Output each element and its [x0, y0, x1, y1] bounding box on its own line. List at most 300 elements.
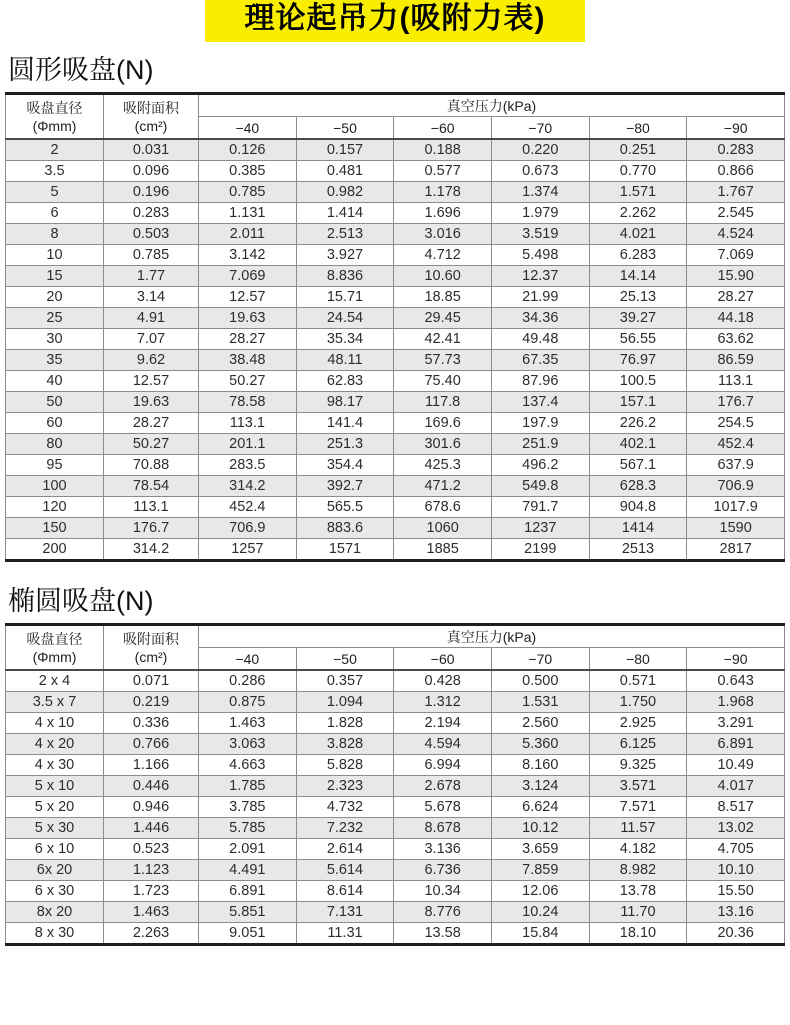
force-value-cell: 2.262 [589, 203, 687, 224]
force-value-cell: 5.614 [296, 860, 394, 881]
force-value-cell: 10.24 [491, 902, 589, 923]
force-value-cell: 0.385 [199, 161, 297, 182]
force-value-cell: 44.18 [687, 308, 785, 329]
force-value-cell: 254.5 [687, 413, 785, 434]
force-value-cell: 2.091 [199, 839, 297, 860]
col-header-pressure: −90 [687, 117, 785, 140]
force-value-cell: 35.34 [296, 329, 394, 350]
force-value-cell: 3.063 [199, 734, 297, 755]
force-value-cell: 0.251 [589, 139, 687, 161]
force-value-cell: 0.770 [589, 161, 687, 182]
force-value-cell: 0.643 [687, 670, 785, 692]
area-cell: 176.7 [104, 518, 199, 539]
force-value-cell: 637.9 [687, 455, 785, 476]
force-value-cell: 11.70 [589, 902, 687, 923]
force-value-cell: 0.577 [394, 161, 492, 182]
force-value-cell: 354.4 [296, 455, 394, 476]
col-header-pressure: −60 [394, 117, 492, 140]
area-cell: 0.096 [104, 161, 199, 182]
force-value-cell: 0.866 [687, 161, 785, 182]
force-value-cell: 18.10 [589, 923, 687, 945]
force-value-cell: 791.7 [491, 497, 589, 518]
force-value-cell: 8.836 [296, 266, 394, 287]
force-value-cell: 15.84 [491, 923, 589, 945]
diameter-cell: 6 x 10 [6, 839, 104, 860]
force-value-cell: 1414 [589, 518, 687, 539]
diameter-cell: 30 [6, 329, 104, 350]
area-cell: 0.196 [104, 182, 199, 203]
force-value-cell: 197.9 [491, 413, 589, 434]
force-value-cell: 117.8 [394, 392, 492, 413]
force-value-cell: 0.286 [199, 670, 297, 692]
force-value-cell: 3.659 [491, 839, 589, 860]
force-value-cell: 137.4 [491, 392, 589, 413]
force-value-cell: 15.90 [687, 266, 785, 287]
table-row [6, 413, 785, 434]
force-value-cell: 98.17 [296, 392, 394, 413]
area-cell: 1.123 [104, 860, 199, 881]
force-value-cell: 1060 [394, 518, 492, 539]
area-cell: 3.14 [104, 287, 199, 308]
force-value-cell: 4.182 [589, 839, 687, 860]
table-row [6, 308, 785, 329]
force-value-cell: 18.85 [394, 287, 492, 308]
area-cell: 19.63 [104, 392, 199, 413]
area-cell: 0.071 [104, 670, 199, 692]
table-row [6, 755, 785, 776]
table-row [6, 713, 785, 734]
force-value-cell: 12.57 [199, 287, 297, 308]
force-value-cell: 9.051 [199, 923, 297, 945]
section-heading-oval: 椭圆吸盘(N) [8, 586, 154, 616]
force-value-cell: 10.34 [394, 881, 492, 902]
force-value-cell: 8.678 [394, 818, 492, 839]
force-value-cell: 57.73 [394, 350, 492, 371]
diameter-cell: 8x 20 [6, 902, 104, 923]
diameter-cell: 100 [6, 476, 104, 497]
force-value-cell: 3.519 [491, 224, 589, 245]
diameter-cell: 150 [6, 518, 104, 539]
diameter-cell: 6x 20 [6, 860, 104, 881]
force-value-cell: 2.323 [296, 776, 394, 797]
force-value-cell: 87.96 [491, 371, 589, 392]
force-value-cell: 11.57 [589, 818, 687, 839]
table-row [6, 329, 785, 350]
area-cell: 1.77 [104, 266, 199, 287]
force-value-cell: 1.531 [491, 692, 589, 713]
area-cell: 0.336 [104, 713, 199, 734]
force-value-cell: 7.859 [491, 860, 589, 881]
diameter-cell: 80 [6, 434, 104, 455]
force-value-cell: 86.59 [687, 350, 785, 371]
table-row [6, 476, 785, 497]
area-cell: 113.1 [104, 497, 199, 518]
table-row [6, 881, 785, 902]
force-value-cell: 3.016 [394, 224, 492, 245]
table-body [6, 670, 785, 945]
force-value-cell: 50.27 [199, 371, 297, 392]
table-row [6, 392, 785, 413]
force-value-cell: 113.1 [199, 413, 297, 434]
table-row [6, 797, 785, 818]
force-value-cell: 176.7 [687, 392, 785, 413]
area-cell: 1.463 [104, 902, 199, 923]
table-row [6, 734, 785, 755]
force-value-cell: 28.27 [199, 329, 297, 350]
force-value-cell: 13.16 [687, 902, 785, 923]
area-cell: 314.2 [104, 539, 199, 561]
area-cell: 28.27 [104, 413, 199, 434]
table-row [6, 350, 785, 371]
force-value-cell: 169.6 [394, 413, 492, 434]
force-value-cell: 39.27 [589, 308, 687, 329]
force-value-cell: 157.1 [589, 392, 687, 413]
force-value-cell: 0.571 [589, 670, 687, 692]
force-value-cell: 11.31 [296, 923, 394, 945]
col-header-area: 吸附面积 (cm²) [104, 94, 199, 140]
force-value-cell: 0.875 [199, 692, 297, 713]
force-value-cell: 5.498 [491, 245, 589, 266]
force-value-cell: 6.994 [394, 755, 492, 776]
table-row [6, 923, 785, 945]
force-value-cell: 113.1 [687, 371, 785, 392]
table-body [6, 139, 785, 561]
diameter-cell: 200 [6, 539, 104, 561]
force-value-cell: 8.160 [491, 755, 589, 776]
force-value-cell: 12.06 [491, 881, 589, 902]
diameter-cell: 3.5 x 7 [6, 692, 104, 713]
area-cell: 78.54 [104, 476, 199, 497]
force-value-cell: 3.927 [296, 245, 394, 266]
force-value-cell: 3.142 [199, 245, 297, 266]
force-value-cell: 6.736 [394, 860, 492, 881]
force-value-cell: 628.3 [589, 476, 687, 497]
diameter-cell: 120 [6, 497, 104, 518]
table-row [6, 224, 785, 245]
col-header-diameter: 吸盘直径 (Φmm) [6, 94, 104, 140]
force-value-cell: 1.979 [491, 203, 589, 224]
table-row [6, 776, 785, 797]
area-cell: 0.785 [104, 245, 199, 266]
force-value-cell: 2.194 [394, 713, 492, 734]
diameter-cell: 8 x 30 [6, 923, 104, 945]
force-value-cell: 5.360 [491, 734, 589, 755]
force-value-cell: 28.27 [687, 287, 785, 308]
force-value-cell: 49.48 [491, 329, 589, 350]
force-value-cell: 29.45 [394, 308, 492, 329]
force-value-cell: 13.58 [394, 923, 492, 945]
force-value-cell: 141.4 [296, 413, 394, 434]
force-value-cell: 2.678 [394, 776, 492, 797]
force-value-cell: 201.1 [199, 434, 297, 455]
force-value-cell: 1.767 [687, 182, 785, 203]
force-value-cell: 425.3 [394, 455, 492, 476]
area-cell: 0.766 [104, 734, 199, 755]
force-value-cell: 8.517 [687, 797, 785, 818]
force-value-cell: 10.60 [394, 266, 492, 287]
force-value-cell: 7.232 [296, 818, 394, 839]
force-value-cell: 75.40 [394, 371, 492, 392]
table-row [6, 182, 785, 203]
force-value-cell: 226.2 [589, 413, 687, 434]
diameter-cell: 20 [6, 287, 104, 308]
force-value-cell: 2.011 [199, 224, 297, 245]
area-cell: 12.57 [104, 371, 199, 392]
force-value-cell: 63.62 [687, 329, 785, 350]
force-value-cell: 549.8 [491, 476, 589, 497]
area-cell: 0.523 [104, 839, 199, 860]
force-value-cell: 13.78 [589, 881, 687, 902]
force-value-cell: 1.178 [394, 182, 492, 203]
col-header-area: 吸附面积 (cm²) [104, 625, 199, 671]
diameter-cell: 60 [6, 413, 104, 434]
diameter-cell: 2 [6, 139, 104, 161]
col-header-pressure: −50 [296, 117, 394, 140]
area-cell: 2.263 [104, 923, 199, 945]
force-value-cell: 0.157 [296, 139, 394, 161]
diameter-cell: 5 x 30 [6, 818, 104, 839]
force-value-cell: 6.624 [491, 797, 589, 818]
table-row [6, 670, 785, 692]
force-value-cell: 5.785 [199, 818, 297, 839]
force-value-cell: 392.7 [296, 476, 394, 497]
area-cell: 0.946 [104, 797, 199, 818]
force-value-cell: 8.614 [296, 881, 394, 902]
force-value-cell: 4.712 [394, 245, 492, 266]
force-value-cell: 251.9 [491, 434, 589, 455]
area-cell: 0.219 [104, 692, 199, 713]
table-row [6, 287, 785, 308]
force-value-cell: 1.374 [491, 182, 589, 203]
force-value-cell: 1257 [199, 539, 297, 561]
force-value-cell: 7.131 [296, 902, 394, 923]
diameter-cell: 5 [6, 182, 104, 203]
table-row [6, 139, 785, 161]
force-value-cell: 4.732 [296, 797, 394, 818]
force-value-cell: 883.6 [296, 518, 394, 539]
force-value-cell: 2817 [687, 539, 785, 561]
diameter-cell: 5 x 10 [6, 776, 104, 797]
force-value-cell: 4.594 [394, 734, 492, 755]
force-value-cell: 10.10 [687, 860, 785, 881]
force-value-cell: 0.785 [199, 182, 297, 203]
force-value-cell: 56.55 [589, 329, 687, 350]
force-value-cell: 25.13 [589, 287, 687, 308]
force-value-cell: 496.2 [491, 455, 589, 476]
table-row [6, 245, 785, 266]
table-row [6, 902, 785, 923]
page-title-banner [205, 0, 585, 42]
force-value-cell: 5.678 [394, 797, 492, 818]
force-value-cell: 706.9 [199, 518, 297, 539]
force-value-cell: 1.463 [199, 713, 297, 734]
diameter-cell: 95 [6, 455, 104, 476]
force-value-cell: 34.36 [491, 308, 589, 329]
force-value-cell: 1885 [394, 539, 492, 561]
force-value-cell: 15.50 [687, 881, 785, 902]
table-row [6, 161, 785, 182]
force-value-cell: 0.481 [296, 161, 394, 182]
force-value-cell: 2.513 [296, 224, 394, 245]
force-value-cell: 0.188 [394, 139, 492, 161]
area-cell: 1.166 [104, 755, 199, 776]
force-value-cell: 0.982 [296, 182, 394, 203]
force-value-cell: 12.37 [491, 266, 589, 287]
force-value-cell: 3.291 [687, 713, 785, 734]
col-header-diameter: 吸盘直径 (Φmm) [6, 625, 104, 671]
col-header-pressure: −40 [199, 648, 297, 671]
force-value-cell: 565.5 [296, 497, 394, 518]
table-row [6, 434, 785, 455]
force-value-cell: 7.069 [199, 266, 297, 287]
col-header-pressure: −80 [589, 648, 687, 671]
force-value-cell: 13.02 [687, 818, 785, 839]
force-value-cell: 4.663 [199, 755, 297, 776]
table-row [6, 539, 785, 561]
force-value-cell: 706.9 [687, 476, 785, 497]
force-value-cell: 4.491 [199, 860, 297, 881]
force-value-cell: 0.283 [687, 139, 785, 161]
force-value-cell: 1.131 [199, 203, 297, 224]
table-row [6, 692, 785, 713]
table-row [6, 455, 785, 476]
diameter-cell: 8 [6, 224, 104, 245]
area-cell: 9.62 [104, 350, 199, 371]
force-value-cell: 8.776 [394, 902, 492, 923]
table-row [6, 497, 785, 518]
force-value-cell: 1571 [296, 539, 394, 561]
area-cell: 1.446 [104, 818, 199, 839]
force-value-cell: 3.571 [589, 776, 687, 797]
area-cell: 0.031 [104, 139, 199, 161]
force-value-cell: 6.891 [199, 881, 297, 902]
force-value-cell: 0.357 [296, 670, 394, 692]
col-header-pressure: −50 [296, 648, 394, 671]
circular-suction-cup-table [5, 92, 785, 562]
force-value-cell: 3.785 [199, 797, 297, 818]
force-value-cell: 62.83 [296, 371, 394, 392]
force-value-cell: 452.4 [199, 497, 297, 518]
force-value-cell: 301.6 [394, 434, 492, 455]
force-value-cell: 14.14 [589, 266, 687, 287]
col-header-vacuum-pressure-group: 真空压力(kPa) [199, 625, 785, 648]
area-cell: 70.88 [104, 455, 199, 476]
col-header-vacuum-pressure-group: 真空压力(kPa) [199, 94, 785, 117]
area-cell: 50.27 [104, 434, 199, 455]
force-value-cell: 1.571 [589, 182, 687, 203]
diameter-cell: 6 x 30 [6, 881, 104, 902]
area-cell: 0.503 [104, 224, 199, 245]
force-value-cell: 314.2 [199, 476, 297, 497]
force-value-cell: 7.571 [589, 797, 687, 818]
area-cell: 7.07 [104, 329, 199, 350]
force-value-cell: 1.968 [687, 692, 785, 713]
force-value-cell: 42.41 [394, 329, 492, 350]
force-value-cell: 20.36 [687, 923, 785, 945]
table-row [6, 371, 785, 392]
force-value-cell: 4.524 [687, 224, 785, 245]
force-value-cell: 3.124 [491, 776, 589, 797]
force-value-cell: 2.545 [687, 203, 785, 224]
force-value-cell: 0.673 [491, 161, 589, 182]
force-value-cell: 0.500 [491, 670, 589, 692]
area-cell: 1.723 [104, 881, 199, 902]
section-heading-circular: 圆形吸盘(N) [8, 55, 154, 85]
col-header-pressure: −40 [199, 117, 297, 140]
oval-suction-cup-table [5, 623, 785, 946]
force-value-cell: 1.312 [394, 692, 492, 713]
force-value-cell: 38.48 [199, 350, 297, 371]
force-value-cell: 2.614 [296, 839, 394, 860]
table-header [6, 625, 785, 671]
force-value-cell: 2.925 [589, 713, 687, 734]
force-value-cell: 15.71 [296, 287, 394, 308]
force-value-cell: 48.11 [296, 350, 394, 371]
force-value-cell: 19.63 [199, 308, 297, 329]
force-value-cell: 4.017 [687, 776, 785, 797]
force-value-cell: 0.220 [491, 139, 589, 161]
force-value-cell: 9.325 [589, 755, 687, 776]
diameter-cell: 5 x 20 [6, 797, 104, 818]
force-value-cell: 6.891 [687, 734, 785, 755]
force-value-cell: 1017.9 [687, 497, 785, 518]
table-row [6, 839, 785, 860]
force-value-cell: 4.705 [687, 839, 785, 860]
diameter-cell: 10 [6, 245, 104, 266]
diameter-cell: 6 [6, 203, 104, 224]
force-value-cell: 1.414 [296, 203, 394, 224]
table-row [6, 203, 785, 224]
force-value-cell: 67.35 [491, 350, 589, 371]
force-value-cell: 76.97 [589, 350, 687, 371]
force-value-cell: 8.982 [589, 860, 687, 881]
table-row [6, 266, 785, 287]
diameter-cell: 15 [6, 266, 104, 287]
area-cell: 0.283 [104, 203, 199, 224]
force-value-cell: 1.696 [394, 203, 492, 224]
force-value-cell: 0.126 [199, 139, 297, 161]
diameter-cell: 4 x 30 [6, 755, 104, 776]
force-value-cell: 5.851 [199, 902, 297, 923]
diameter-cell: 3.5 [6, 161, 104, 182]
page-title: 理论起吊力(吸附力表) [244, 2, 546, 35]
diameter-cell: 25 [6, 308, 104, 329]
force-value-cell: 0.428 [394, 670, 492, 692]
force-value-cell: 1590 [687, 518, 785, 539]
col-header-pressure: −60 [394, 648, 492, 671]
force-value-cell: 471.2 [394, 476, 492, 497]
table-row [6, 860, 785, 881]
force-value-cell: 10.49 [687, 755, 785, 776]
diameter-cell: 4 x 20 [6, 734, 104, 755]
force-value-cell: 904.8 [589, 497, 687, 518]
diameter-cell: 2 x 4 [6, 670, 104, 692]
force-value-cell: 1.094 [296, 692, 394, 713]
force-value-cell: 1.750 [589, 692, 687, 713]
force-value-cell: 6.125 [589, 734, 687, 755]
force-value-cell: 6.283 [589, 245, 687, 266]
force-value-cell: 7.069 [687, 245, 785, 266]
col-header-pressure: −90 [687, 648, 785, 671]
table-header [6, 94, 785, 140]
force-value-cell: 251.3 [296, 434, 394, 455]
force-value-cell: 2.560 [491, 713, 589, 734]
col-header-pressure: −70 [491, 117, 589, 140]
force-value-cell: 21.99 [491, 287, 589, 308]
force-value-cell: 2513 [589, 539, 687, 561]
diameter-cell: 40 [6, 371, 104, 392]
diameter-cell: 50 [6, 392, 104, 413]
